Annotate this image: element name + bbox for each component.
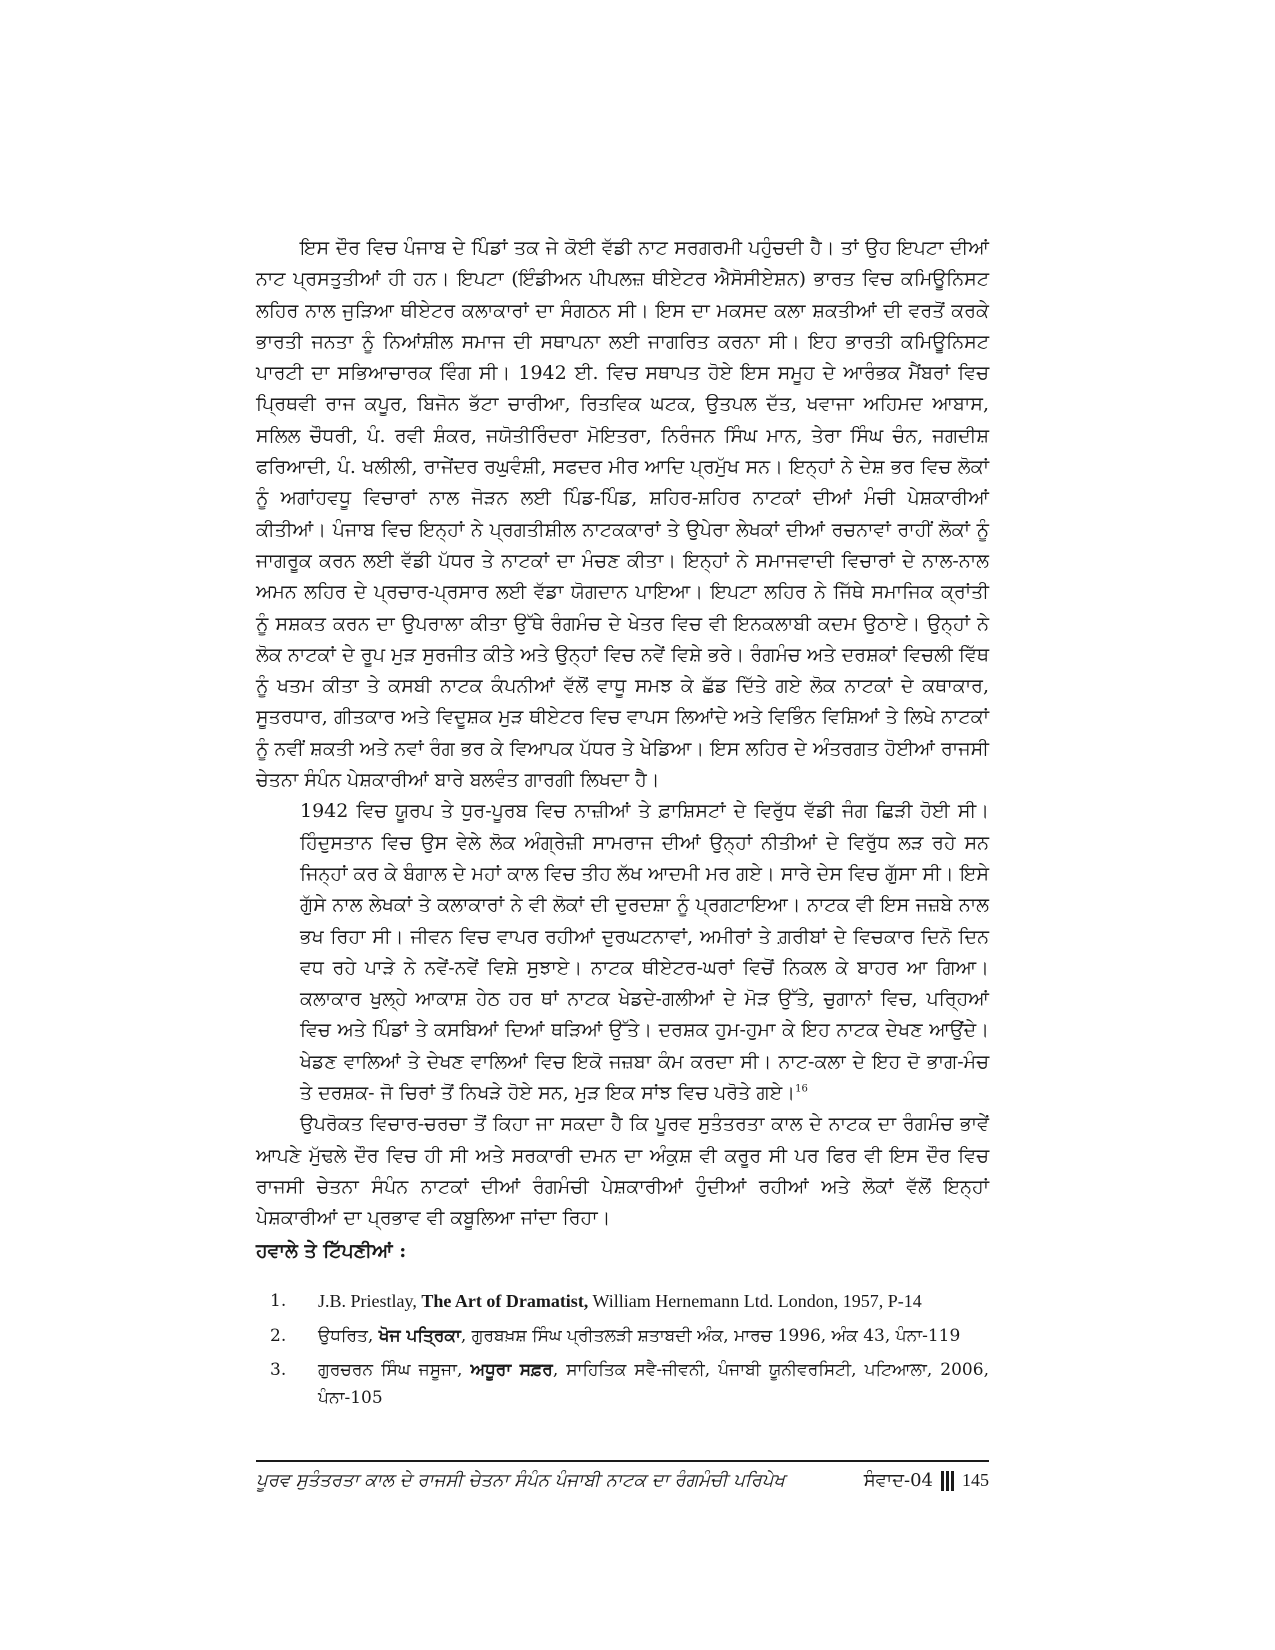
footer-divider [256,1460,989,1462]
running-title: ਪੂਰਵ ਸੁਤੰਤਰਤਾ ਕਾਲ ਦੇ ਰਾਜਸੀ ਚੇਤਨਾ ਸੰਪੰਨ ਪੰਜਾਬੀ ਨਾਟਕ ਦਾ ਰੰਗਮੰਚੀ ਪਰਿਪੇਖ [256,1470,785,1491]
main-text [256,233,989,1235]
reference-number: 3. [270,1360,287,1380]
footer-meta [864,1470,989,1491]
reference-text-suffix: , ਸਾਹਿਤਿਕ ਸਵੈ-ਜੀਵਨੀ, ਪੰਜਾਬੀ ਯੂਨੀਵਰਸਿਟੀ, ਪਟਿਆਲਾ, 2006, ਪੰਨਾ-105 [318,1360,989,1408]
footnote-marker[interactable]: 16 [795,1083,808,1095]
reference-text-suffix: William Hernemann Ltd. London, 1957, P-14 [588,1291,922,1311]
page-footer [256,1466,989,1500]
reference-title: The Art of Dramatist, [421,1291,589,1311]
reference-number: 2. [270,1326,287,1346]
reference-text-prefix: J.B. Priestlay, [318,1291,422,1311]
reference-text-prefix: ਗੁਰਚਰਨ ਸਿੰਘ ਜਸੂਜਾ, [318,1360,471,1380]
reference-text-prefix: ਉਧਰਿਤ, [318,1326,379,1346]
reference-item [256,1322,989,1350]
references-heading: ਹਵਾਲੇ ਤੇ ਟਿੱਪਣੀਆਂ : [256,1240,407,1262]
reference-item [256,1356,989,1412]
block-quote-text: 1942 ਵਿਚ ਯੂਰਪ ਤੇ ਧੁਰ-ਪੂਰਬ ਵਿਚ ਨਾਜ਼ੀਆਂ ਤੇ ਫ਼ਾਸ਼ਿਸਟਾਂ ਦੇ ਵਿਰੁੱਧ ਵੱਡੀ ਜੰਗ ਛਿੜੀ ਹੋਈ ਸੀ। ਹਿੰਦੁਸਤਾਨ ਵਿਚ ਉਸ ਵੇਲੇ ਲੋਕ ਅੰਗ੍ਰੇਜ਼ੀ ਸਾਮਰਾਜ ਦੀਆਂ ਉਨ੍ਹਾਂ ਨੀਤੀਆਂ ਦੇ ਵਿਰੁੱਧ ਲੜ ਰਹੇ ਸਨ ਜਿਨ੍ਹਾਂ ਕਰ ਕੇ ਬੰਗਾਲ ਦੇ ਮਹਾਂ ਕਾਲ ਵਿਚ ਤੀਹ ਲੱਖ ਆਦਮੀ ਮਰ ਗਏ। ਸਾਰੇ ਦੇਸ ਵਿਚ ਗੁੱਸਾ ਸੀ। ਇਸੇ ਗੁੱਸੇ ਨਾਲ ਲੇਖਕਾਂ ਤੇ ਕਲਾਕਾਰਾਂ ਨੇ ਵੀ ਲੋਕਾਂ ਦੀ ਦੁਰਦਸ਼ਾ ਨੂੰ ਪ੍ਰਗਟਾਇਆ। ਨਾਟਕ ਵੀ ਇਸ ਜਜ਼ਬੇ ਨਾਲ ਭਖ ਰਿਹਾ ਸੀ। ਜੀਵਨ ਵਿਚ ਵਾਪਰ ਰਹੀਆਂ ਦੁਰਘਟਨਾਵਾਂ, ਅਮੀਰਾਂ ਤੇ ਗ਼ਰੀਬਾਂ ਦੇ ਵਿਚਕਾਰ ਦਿਨੋ ਦਿਨ ਵਧ ਰਹੇ ਪਾੜੇ ਨੇ ਨਵੇਂ-ਨਵੇਂ ਵਿਸ਼ੇ ਸੁਝਾਏ। ਨਾਟਕ ਥੀਏਟਰ-ਘਰਾਂ ਵਿਚੋਂ ਨਿਕਲ ਕੇ ਬਾਹਰ ਆ ਗਿਆ। ਕਲਾਕਾਰ ਖੁਲ੍ਹੇ ਆਕਾਸ਼ ਹੇਠ ਹਰ ਥਾਂ ਨਾਟਕ ਖੇਡਦੇ-ਗਲੀਆਂ ਦੇ ਮੋੜ ਉੱਤੇ, ਚੁਗਾਨਾਂ ਵਿਚ, ਪਰ੍ਹਿਆਂ ਵਿਚ ਅਤੇ ਪਿੰਡਾਂ ਤੇ ਕਸਬਿਆਂ ਦਿਆਂ ਥੜਿਆਂ ਉੱਤੇ। ਦਰਸ਼ਕ ਹੁਮ-ਹੁਮਾ ਕੇ ਇਹ ਨਾਟਕ ਦੇਖਣ ਆਉਂਦੇ। ਖੇਡਣ ਵਾਲਿਆਂ ਤੇ ਦੇਖਣ ਵਾਲਿਆਂ ਵਿਚ ਇਕੋ ਜਜ਼ਬਾ ਕੰਮ ਕਰਦਾ ਸੀ। ਨਾਟ-ਕਲਾ ਦੇ ਇਹ ਦੋ ਭਾਗ-ਮੰਚ ਤੇ ਦਰਸ਼ਕ- ਜੋ ਚਿਰਾਂ ਤੋਂ ਨਿਖੜੇ ਹੋਏ ਸਨ, ਮੁੜ ਇਕ ਸਾਂਝ ਵਿਚ ਪਰੋਤੇ ਗਏ। [300,800,989,1105]
reference-title: ਖੋਜ ਪਤ੍ਰਿਕਾ [378,1326,461,1346]
reference-item [256,1287,989,1316]
reference-text-suffix: , ਗੁਰਬਖ਼ਸ਼ ਸਿੰਘ ਪ੍ਰੀਤਲੜੀ ਸ਼ਤਾਬਦੀ ਅੰਕ, ਮਾਰਚ 1996, ਅੰਕ 43, ਪੰਨਾ-119 [460,1326,961,1346]
triple-bar-icon [941,1471,954,1491]
reference-title: ਅਧੂਰਾ ਸਫ਼ਰ [470,1360,553,1380]
reference-number: 1. [270,1291,287,1311]
body-paragraph-2: ਉਪਰੋਕਤ ਵਿਚਾਰ-ਚਰਚਾ ਤੋਂ ਕਿਹਾ ਜਾ ਸਕਦਾ ਹੈ ਕਿ ਪੂਰਵ ਸੁਤੰਤਰਤਾ ਕਾਲ ਦੇ ਨਾਟਕ ਦਾ ਰੰਗਮੰਚ ਭਾਵੇਂ ਆਪਣੇ ਮੁੱਢਲੇ ਦੌਰ ਵਿਚ ਹੀ ਸੀ ਅਤੇ ਸਰਕਾਰੀ ਦਮਨ ਦਾ ਅੰਕੁਸ਼ ਵੀ ਕਰੂਰ ਸੀ ਪਰ ਫਿਰ ਵੀ ਇਸ ਦੌਰ ਵਿਚ ਰਾਜਸੀ ਚੇਤਨਾ ਸੰਪੰਨ ਨਾਟਕਾਂ ਦੀਆਂ ਰੰਗਮੰਚੀ ਪੇਸ਼ਕਾਰੀਆਂ ਹੁੰਦੀਆਂ ਰਹੀਆਂ ਅਤੇ ਲੋਕਾਂ ਵੱਲੋਂ ਇਨ੍ਹਾਂ ਪੇਸ਼ਕਾਰੀਆਂ ਦਾ ਪ੍ਰਭਾਵ ਵੀ ਕਬੂਲਿਆ ਜਾਂਦਾ ਰਿਹਾ। [256,1113,989,1230]
page-number: 145 [962,1470,989,1490]
references-list [256,1287,989,1418]
journal-issue: ਸੰਵਾਦ-04 [863,1470,933,1491]
body-paragraph-1: ਇਸ ਦੌਰ ਵਿਚ ਪੰਜਾਬ ਦੇ ਪਿੰਡਾਂ ਤਕ ਜੇ ਕੋਈ ਵੱਡੀ ਨਾਟ ਸਰਗਰਮੀ ਪਹੁੰਚਦੀ ਹੈ। ਤਾਂ ਉਹ ਇਪਟਾ ਦੀਆਂ ਨਾਟ ਪ੍ਰਸਤੁਤੀਆਂ ਹੀ ਹਨ। ਇਪਟਾ (ਇੰਡੀਅਨ ਪੀਪਲਜ਼ ਥੀਏਟਰ ਐਸੋਸੀਏਸ਼ਨ) ਭਾਰਤ ਵਿਚ ਕਮਿਊਨਿਸਟ ਲਹਿਰ ਨਾਲ ਜੁੜਿਆ ਥੀਏਟਰ ਕਲਾਕਾਰਾਂ ਦਾ ਸੰਗਠਨ ਸੀ। ਇਸ ਦਾ ਮਕਸਦ ਕਲਾ ਸ਼ਕਤੀਆਂ ਦੀ ਵਰਤੋਂ ਕਰਕੇ ਭਾਰਤੀ ਜਨਤਾ ਨੂੰ ਨਿਆਂਸ਼ੀਲ ਸਮਾਜ ਦੀ ਸਥਾਪਨਾ ਲਈ ਜਾਗਰਿਤ ਕਰਨਾ ਸੀ। ਇਹ ਭਾਰਤੀ ਕਮਿਊਨਿਸਟ ਪਾਰਟੀ ਦਾ ਸਭਿਆਚਾਰਕ ਵਿੰਗ ਸੀ। 1942 ਈ. ਵਿਚ ਸਥਾਪਤ ਹੋਏ ਇਸ ਸਮੂਹ ਦੇ ਆਰੰਭਕ ਮੈਂਬਰਾਂ ਵਿਚ ਪ੍ਰਿਥਵੀ ਰਾਜ ਕਪੂਰ, ਬਿਜੋਨ ਭੱਟਾ ਚਾਰੀਆ, ਰਿਤਵਿਕ ਘਟਕ, ਉਤਪਲ ਦੱਤ, ਖਵਾਜਾ ਅਹਿਮਦ ਆਬਾਸ, ਸਲਿਲ ਚੌਧਰੀ, ਪੰ. ਰਵੀ ਸ਼ੰਕਰ, ਜਯੋਤੀਰਿੰਦਰਾ ਮੋਇਤਰਾ, ਨਿਰੰਜਨ ਸਿੰਘ ਮਾਨ, ਤੇਰਾ ਸਿੰਘ ਚੰਨ, ਜਗਦੀਸ਼ ਫਰਿਆਦੀ, ਪੰ. ਖਲੀਲੀ, ਰਾਜੇਂਦਰ ਰਘੁਵੰਸ਼ੀ, ਸਫਦਰ ਮੀਰ ਆਦਿ ਪ੍ਰਮੁੱਖ ਸਨ। ਇਨ੍ਹਾਂ ਨੇ ਦੇਸ਼ ਭਰ ਵਿਚ ਲੋਕਾਂ ਨੂੰ ਅਗਾਂਹਵਧੂ ਵਿਚਾਰਾਂ ਨਾਲ ਜੋੜਨ ਲਈ ਪਿੰਡ-ਪਿੰਡ, ਸ਼ਹਿਰ-ਸ਼ਹਿਰ ਨਾਟਕਾਂ ਦੀਆਂ ਮੰਚੀ ਪੇਸ਼ਕਾਰੀਆਂ ਕੀਤੀਆਂ। ਪੰਜਾਬ ਵਿਚ ਇਨ੍ਹਾਂ ਨੇ ਪ੍ਰਗਤੀਸ਼ੀਲ ਨਾਟਕਕਾਰਾਂ ਤੇ ਉਪੇਰਾ ਲੇਖਕਾਂ ਦੀਆਂ ਰਚਨਾਵਾਂ ਰਾਹੀਂ ਲੋਕਾਂ ਨੂੰ ਜਾਗਰੂਕ ਕਰਨ ਲਈ ਵੱਡੀ ਪੱਧਰ ਤੇ ਨਾਟਕਾਂ ਦਾ ਮੰਚਣ ਕੀਤਾ। ਇਨ੍ਹਾਂ ਨੇ ਸਮਾਜਵਾਦੀ ਵਿਚਾਰਾਂ ਦੇ ਨਾਲ-ਨਾਲ ਅਮਨ ਲਹਿਰ ਦੇ ਪ੍ਰਚਾਰ-ਪ੍ਰਸਾਰ ਲਈ ਵੱਡਾ ਯੋਗਦਾਨ ਪਾਇਆ। ਇਪਟਾ ਲਹਿਰ ਨੇ ਜਿੱਥੇ ਸਮਾਜਿਕ ਕ੍ਰਾਂਤੀ ਨੂੰ ਸਸ਼ਕਤ ਕਰਨ ਦਾ ਉਪਰਾਲਾ ਕੀਤਾ ਉੱਥੇ ਰੰਗਮੰਚ ਦੇ ਖੇਤਰ ਵਿਚ ਵੀ ਇਨਕਲਾਬੀ ਕਦਮ ਉਠਾਏ। ਉਨ੍ਹਾਂ ਨੇ ਲੋਕ ਨਾਟਕਾਂ ਦੇ ਰੂਪ ਮੁੜ ਸੁਰਜੀਤ ਕੀਤੇ ਅਤੇ ਉਨ੍ਹਾਂ ਵਿਚ ਨਵੇਂ ਵਿਸ਼ੇ ਭਰੇ। ਰੰਗਮੰਚ ਅਤੇ ਦਰਸ਼ਕਾਂ ਵਿਚਲੀ ਵਿੱਥ ਨੂੰ ਖਤਮ ਕੀਤਾ ਤੇ ਕਸਬੀ ਨਾਟਕ ਕੰਪਨੀਆਂ ਵੱਲੋਂ ਵਾਧੂ ਸਮਝ ਕੇ ਛੱਡ ਦਿੱਤੇ ਗਏ ਲੋਕ ਨਾਟਕਾਂ ਦੇ ਕਥਾਕਾਰ, ਸੂਤਰਧਾਰ, ਗੀਤਕਾਰ ਅਤੇ ਵਿਦੂਸ਼ਕ ਮੁੜ ਥੀਏਟਰ ਵਿਚ ਵਾਪਸ ਲਿਆਂਦੇ ਅਤੇ ਵਿਭਿੰਨ ਵਿਸ਼ਿਆਂ ਤੇ ਲਿਖੇ ਨਾਟਕਾਂ ਨੂੰ ਨਵੀਂ ਸ਼ਕਤੀ ਅਤੇ ਨਵਾਂ ਰੰਗ ਭਰ ਕੇ ਵਿਆਪਕ ਪੱਧਰ ਤੇ ਖੇਡਿਆ। ਇਸ ਲਹਿਰ ਦੇ ਅੰਤਰਗਤ ਹੋਈਆਂ ਰਾਜਸੀ ਚੇਤਨਾ ਸੰਪੰਨ ਪੇਸ਼ਕਾਰੀਆਂ ਬਾਰੇ ਬਲਵੰਤ ਗਾਰਗੀ ਲਿਖਦਾ ਹੈ। [256,237,989,792]
block-quote [300,796,989,1109]
